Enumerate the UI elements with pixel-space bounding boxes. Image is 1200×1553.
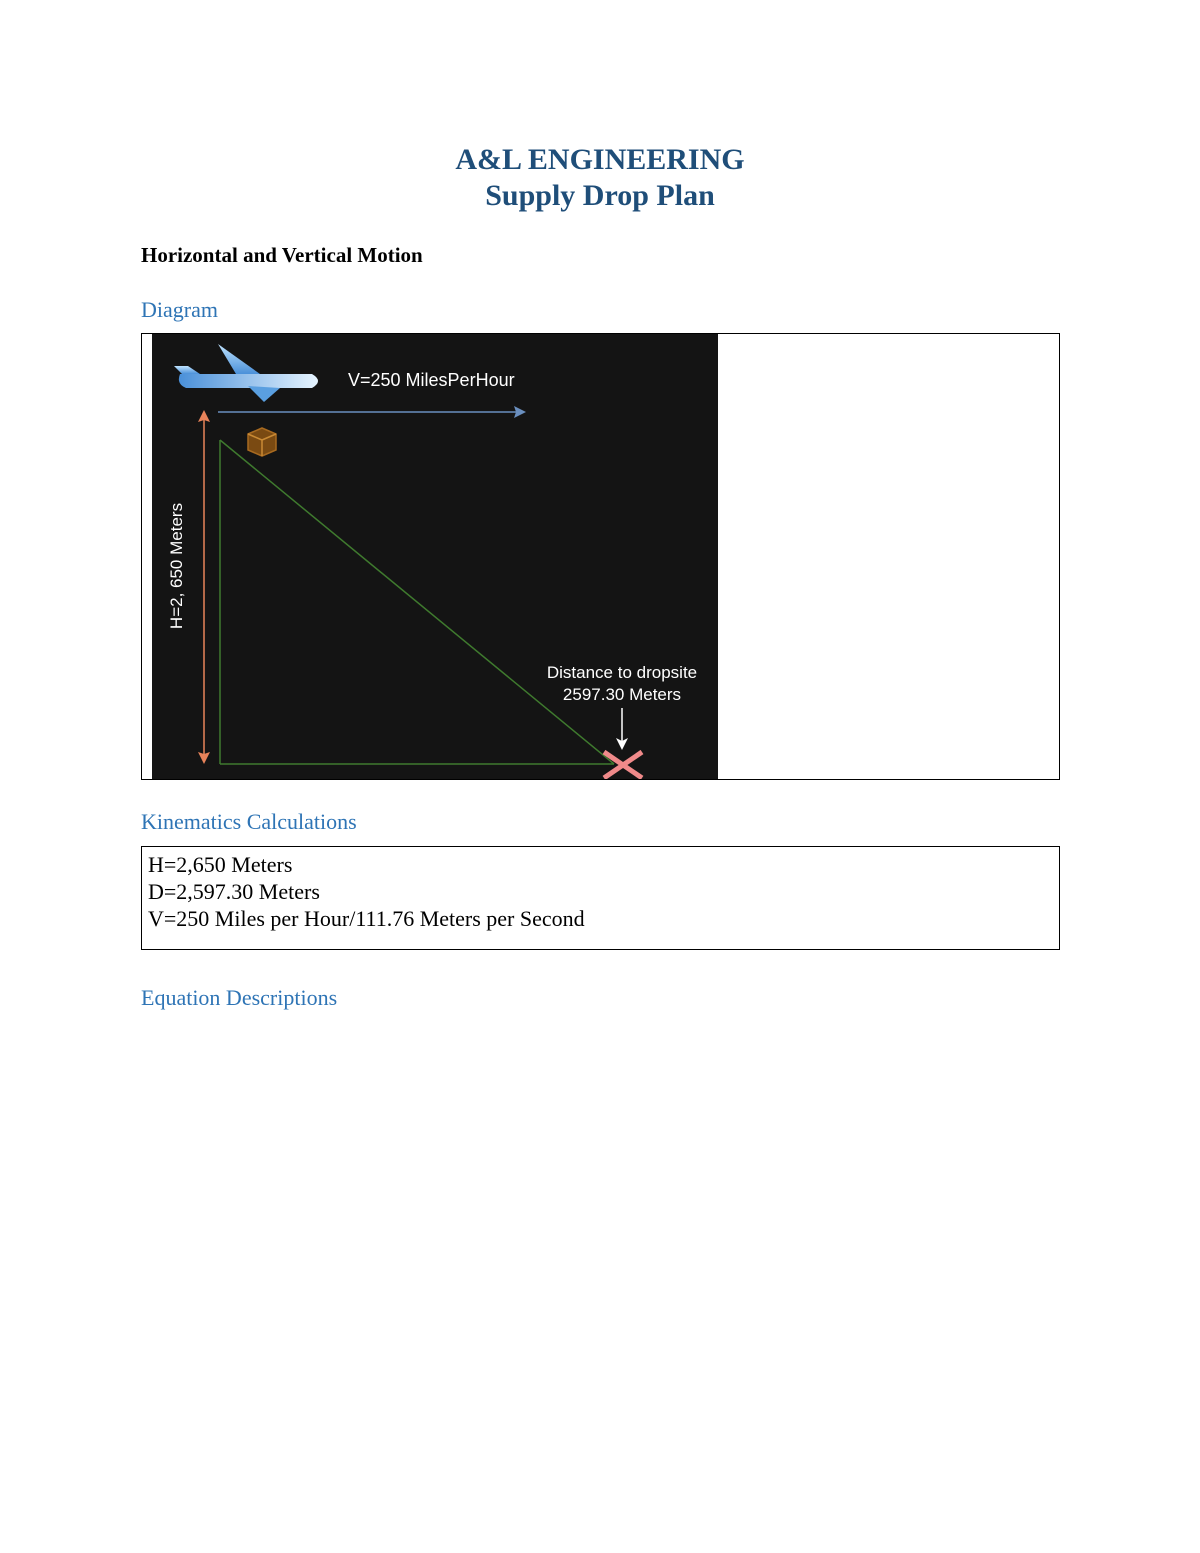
velocity-value: V=250 Miles per Hour/111.76 Meters per Second	[148, 906, 585, 931]
diagram-heading: Diagram	[141, 297, 218, 322]
section-heading: Horizontal and Vertical Motion	[141, 243, 423, 267]
equations-heading: Equation Descriptions	[141, 985, 338, 1010]
height-label: H=2, 650 Meters	[167, 502, 186, 630]
distance-label-line1: Distance to dropsite	[546, 663, 698, 682]
diagram-background	[152, 334, 718, 779]
height-value: H=2,650 Meters	[148, 852, 293, 877]
drop-diagram	[152, 334, 718, 779]
diagram-frame	[141, 333, 1060, 780]
velocity-label: V=250 MilesPerHour	[348, 370, 515, 390]
plan-title: Supply Drop Plan	[485, 179, 715, 212]
distance-label-line2: 2597.30 Meters	[562, 685, 682, 704]
kinematics-box	[141, 846, 1060, 950]
distance-value: D=2,597.30 Meters	[148, 879, 320, 904]
package-icon	[248, 428, 276, 456]
company-title: A&L ENGINEERING	[455, 143, 745, 176]
kinematics-heading: Kinematics Calculations	[141, 809, 357, 834]
